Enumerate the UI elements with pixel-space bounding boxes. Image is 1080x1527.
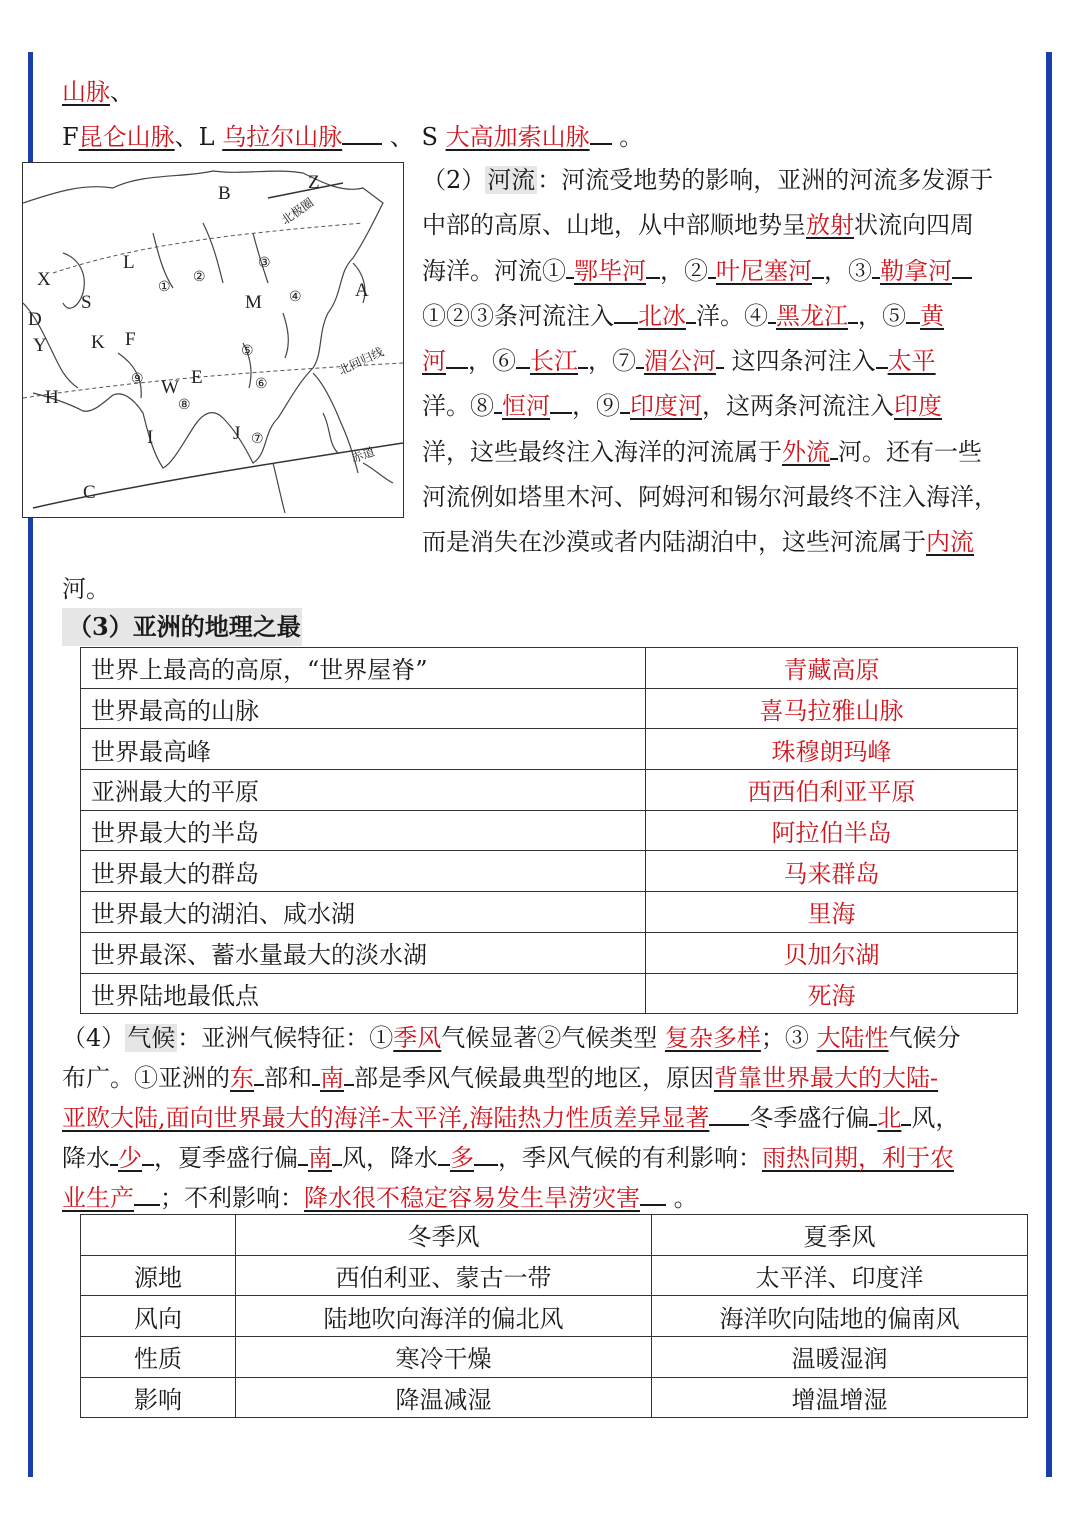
rivers-line-1 — [422, 158, 1022, 203]
blank-underline — [614, 300, 638, 324]
blank-underline — [438, 1142, 450, 1166]
climate-line-5 — [62, 1178, 1020, 1218]
answer-text: 亚欧大陆,面向世界最大的海洋-太平洋,海陆热力性质差异显著 — [62, 1104, 710, 1132]
answer-text: 季风 — [393, 1024, 442, 1052]
record-name: 世界最深、蓄水量最大的淡水湖 — [81, 932, 646, 973]
rivers-paragraph — [422, 158, 1022, 566]
map-label-J: J — [233, 423, 241, 444]
map-label-H: H — [45, 387, 59, 408]
blank-underline — [620, 390, 630, 414]
answer-text: 大陆性 — [816, 1024, 889, 1052]
blank-underline — [640, 1182, 666, 1206]
rivers-line-10: 河。 — [62, 575, 110, 603]
record-name: 世界最大的半岛 — [81, 810, 646, 851]
row-label: 风向 — [81, 1296, 236, 1337]
blank-underline — [142, 1142, 154, 1166]
map-label-S: S — [81, 292, 92, 313]
winter-cell: 寒冷干燥 — [236, 1337, 652, 1378]
text: ，夏季盛行偏 — [154, 1144, 298, 1172]
answer-text: 湄公河 — [644, 347, 716, 376]
record-answer: 里海 — [646, 892, 1018, 933]
text: （2） — [422, 166, 486, 194]
river-1-marker: ① — [158, 280, 171, 295]
record-name: 世界陆地最低点 — [81, 973, 646, 1014]
blank-underline — [768, 300, 776, 324]
climate-paragraph — [62, 1018, 1020, 1218]
table-row — [81, 892, 1018, 933]
text: ，⑨ — [572, 392, 620, 421]
record-answer: 死海 — [646, 973, 1018, 1014]
answer-text: 印度 — [894, 392, 942, 421]
rivers-line-4 — [422, 294, 1022, 339]
climate-heading: 气候 — [127, 1024, 176, 1052]
record-answer: 西西伯利亚平原 — [646, 770, 1018, 811]
blank — [342, 121, 382, 145]
blank — [590, 121, 612, 145]
answer-text: 河 — [422, 347, 446, 376]
blank-underline — [901, 1102, 911, 1126]
text: ：亚洲气候特征：① — [177, 1024, 394, 1052]
answer-text: 业生产 — [62, 1184, 134, 1212]
answer-text: 印度河 — [630, 392, 702, 421]
record-name: 世界最大的群岛 — [81, 851, 646, 892]
text: 河。还有一些 — [838, 437, 982, 466]
answer-text: 勒拿河 — [880, 256, 952, 285]
map-label-C: C — [83, 482, 96, 503]
map-label-A: A — [355, 280, 369, 301]
answer-text: 北冰 — [638, 301, 686, 330]
answer-L: 乌拉尔山脉 — [222, 123, 343, 151]
row-label: 影响 — [81, 1377, 236, 1418]
blank-underline — [110, 1142, 118, 1166]
record-answer: 青藏高原 — [646, 648, 1018, 689]
mountain-line-2 — [62, 121, 643, 153]
blank-underline — [876, 345, 888, 369]
river-2-marker: ② — [193, 270, 206, 285]
blank-underline — [344, 1062, 354, 1086]
answer-text: 降水很不稳定容易发生旱涝灾害 — [304, 1184, 640, 1212]
rivers-line-2 — [422, 203, 1022, 248]
blank-underline — [550, 390, 572, 414]
blank-underline — [312, 1062, 320, 1086]
summer-cell: 太平洋、印度洋 — [652, 1255, 1028, 1296]
label-L: 、L — [174, 123, 215, 151]
winter-cell: 降温减湿 — [236, 1377, 652, 1418]
blank-underline — [848, 300, 858, 324]
arctic-circle-label: 北极圈 — [278, 195, 317, 228]
blank-underline — [516, 345, 530, 369]
climate-line-3 — [62, 1098, 1020, 1138]
winter-cell: 陆地吹向海洋的偏北风 — [236, 1296, 652, 1337]
table-row — [81, 770, 1018, 811]
text: 布广。①亚洲的 — [62, 1064, 230, 1092]
header-cell — [81, 1215, 236, 1256]
text: 这四条河注入 — [731, 347, 876, 376]
rivers-line-7 — [422, 430, 1022, 475]
separator: 、 — [110, 78, 134, 106]
answer-text: 雨热同期，利于农 — [762, 1144, 954, 1172]
blank-underline — [578, 345, 588, 369]
table-row — [81, 851, 1018, 892]
winter-cell: 西伯利亚、蒙古一带 — [236, 1255, 652, 1296]
answer-text: 内流 — [926, 528, 974, 557]
map-label-I: I — [147, 427, 154, 448]
blank-underline — [446, 345, 468, 369]
period: 。 — [619, 123, 644, 151]
answer-text: 黄 — [920, 301, 944, 330]
text: ①②③条河流注入 — [422, 301, 614, 330]
summer-cell: 海洋吹向陆地的偏南风 — [652, 1296, 1028, 1337]
text: 风， — [911, 1104, 960, 1132]
rivers-line-5 — [422, 339, 1022, 384]
text: ，⑤ — [858, 301, 906, 330]
table-row — [81, 729, 1018, 770]
map-label-D: D — [28, 309, 42, 330]
map-label-Y: Y — [33, 335, 47, 356]
text: 冬季盛行偏 — [749, 1104, 870, 1132]
river-5-marker: ⑤ — [241, 344, 254, 359]
text: 洋。⑧ — [422, 392, 494, 421]
rivers-line-3 — [422, 249, 1022, 294]
table-row — [81, 648, 1018, 689]
text: ，⑥ — [468, 347, 516, 376]
text: （4） — [62, 1024, 126, 1052]
table-row — [81, 810, 1018, 851]
climate-line-4 — [62, 1138, 1020, 1178]
asia-map — [22, 162, 404, 518]
river-4-marker: ④ — [289, 290, 302, 305]
text: 部和 — [264, 1064, 312, 1092]
record-name: 世界上最高的高原，“世界屋脊” — [81, 648, 646, 689]
summer-cell: 温暖湿润 — [652, 1337, 1028, 1378]
answer-text: 鄂毕河 — [574, 256, 646, 285]
table-row — [81, 1377, 1028, 1418]
answer-text: 多 — [450, 1144, 474, 1172]
answer-text: 放射 — [806, 211, 854, 240]
text: 洋，这些最终注入海洋的河流属于 — [422, 437, 782, 466]
blank-underline — [636, 345, 644, 369]
text: ；③ — [760, 1024, 809, 1052]
blank-underline — [332, 1142, 342, 1166]
answer-text: 东 — [230, 1064, 254, 1092]
text: 中部的高原、山地，从中部顺地势呈 — [422, 211, 806, 240]
table-row — [81, 1296, 1028, 1337]
table-row — [81, 973, 1018, 1014]
monsoon-table — [80, 1214, 1028, 1418]
answer-F: 昆仑山脉 — [78, 123, 175, 151]
record-name: 世界最大的湖泊、咸水湖 — [81, 892, 646, 933]
record-name: 亚洲最大的平原 — [81, 770, 646, 811]
map-label-F: F — [125, 329, 136, 350]
mountain-line-1 — [62, 76, 134, 108]
blank-underline — [566, 255, 574, 279]
geography-records-table — [80, 647, 1018, 1014]
header-cell: 夏季风 — [652, 1215, 1028, 1256]
record-answer: 马来群岛 — [646, 851, 1018, 892]
blank-underline — [298, 1142, 308, 1166]
blank-underline — [134, 1182, 160, 1206]
rivers-heading: 河流 — [487, 166, 536, 194]
text: ，季风气候的有利影响： — [498, 1144, 762, 1172]
map-label-E: E — [191, 367, 203, 388]
text: 风，降水 — [342, 1144, 438, 1172]
answer-text: 叶尼塞河 — [716, 256, 812, 285]
answer-text: 太平 — [887, 347, 936, 376]
text: 洋。④ — [696, 301, 768, 330]
header-cell: 冬季风 — [236, 1215, 652, 1256]
blank-underline — [716, 345, 724, 369]
blank-underline — [646, 255, 660, 279]
answer-text: 黑龙江 — [776, 301, 848, 330]
river-3-marker: ③ — [258, 256, 271, 271]
river-9-marker: ⑨ — [131, 372, 144, 387]
text: 海洋。河流① — [422, 256, 566, 285]
label-F: F — [62, 123, 79, 151]
climate-line-1 — [62, 1018, 1020, 1058]
record-answer: 贝加尔湖 — [646, 932, 1018, 973]
answer-text: 南 — [320, 1064, 344, 1092]
blank-underline — [686, 300, 696, 324]
answer-text: 南 — [308, 1144, 332, 1172]
row-label: 性质 — [81, 1337, 236, 1378]
blank-underline — [494, 390, 502, 414]
map-label-Z: Z — [308, 172, 320, 193]
text: 部是季风气候最典型的地区，原因 — [354, 1064, 714, 1092]
blank-underline — [708, 255, 716, 279]
text: ，⑦ — [588, 347, 636, 376]
blank-underline — [709, 1102, 749, 1126]
table-row — [81, 688, 1018, 729]
blank-underline — [812, 255, 824, 279]
row-label: 源地 — [81, 1255, 236, 1296]
record-answer: 阿拉伯半岛 — [646, 810, 1018, 851]
section-3-title: （3）亚洲的地理之最 — [62, 608, 302, 646]
rivers-line-8: 河流例如塔里木河、阿姆河和锡尔河最终不注入海洋， — [422, 483, 998, 512]
map-label-X: X — [37, 269, 51, 290]
climate-line-2 — [62, 1058, 1020, 1098]
rivers-line-9 — [422, 520, 1022, 565]
equator-label: 赤道 — [349, 444, 377, 466]
blank-underline — [906, 300, 920, 324]
text: 状流向四周 — [854, 211, 974, 240]
text: 而是消失在沙漠或者内陆湖泊中，这些河流属于 — [422, 528, 926, 557]
map-label-L: L — [123, 252, 135, 273]
answer-text: 复杂多样 — [664, 1024, 761, 1052]
text: ，这两条河流注入 — [702, 392, 894, 421]
record-answer: 喜马拉雅山脉 — [646, 688, 1018, 729]
text: ，② — [660, 256, 708, 285]
text: 气候显著②气候类型 — [441, 1024, 658, 1052]
map-label-K: K — [91, 332, 105, 353]
river-7-marker: ⑦ — [251, 432, 264, 447]
text: ：河流受地势的影响，亚洲的河流多发源于 — [537, 166, 994, 194]
map-label-M: M — [245, 292, 262, 313]
text: ；不利影响： — [160, 1184, 304, 1212]
table-row — [81, 1337, 1028, 1378]
text: ，③ — [824, 256, 872, 285]
tropic-label: 北回归线 — [336, 344, 386, 378]
river-8-marker: ⑧ — [178, 398, 191, 413]
table-header-row — [81, 1215, 1028, 1256]
answer-S: 大高加索山脉 — [445, 123, 590, 151]
map-label-W: W — [161, 377, 179, 398]
text: 降水 — [62, 1144, 110, 1172]
answer-text: 恒河 — [502, 392, 550, 421]
blank-underline — [872, 255, 880, 279]
answer-text: 山脉 — [62, 78, 110, 106]
blank-underline — [952, 255, 972, 279]
page-border-right — [1046, 52, 1052, 1477]
text: 。 — [673, 1184, 698, 1212]
map-label-B: B — [218, 183, 231, 204]
blank-underline — [474, 1142, 498, 1166]
answer-text: 少 — [118, 1144, 142, 1172]
rivers-line-6 — [422, 384, 1022, 429]
blank-underline — [254, 1062, 264, 1086]
summer-cell: 增温增湿 — [652, 1377, 1028, 1418]
record-name: 世界最高峰 — [81, 729, 646, 770]
answer-text: 北 — [877, 1104, 902, 1132]
blank-underline — [830, 436, 838, 460]
text: 气候分 — [888, 1024, 961, 1052]
table-row — [81, 932, 1018, 973]
river-6-marker: ⑥ — [255, 377, 268, 392]
asia-map-drawing — [23, 163, 404, 518]
answer-text: 背靠世界最大的大陆- — [714, 1064, 939, 1092]
record-name: 世界最高的山脉 — [81, 688, 646, 729]
record-answer: 珠穆朗玛峰 — [646, 729, 1018, 770]
table-row — [81, 1255, 1028, 1296]
answer-text: 外流 — [782, 437, 830, 466]
answer-text: 长江 — [530, 347, 578, 376]
label-S: 、 S — [389, 123, 438, 151]
